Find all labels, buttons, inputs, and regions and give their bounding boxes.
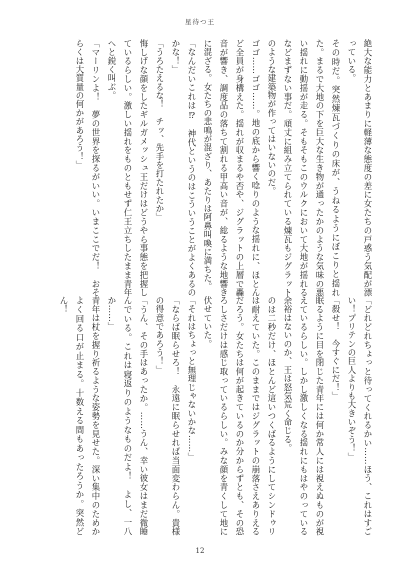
paragraph: 「それはちょっと無理じゃないかな……」 xyxy=(187,296,197,462)
paragraph: 「うん、その手はあったか。……うん、幸い彼女はまだ微睡んでいる。これは寝返りのようなものだよ！ よし、一八か……」 xyxy=(107,296,149,536)
paragraph: のは二秒だけ、ほとんど這いつくばるようにしてシンドゥリは耐えていた。このままではジグラットの崩落さえありえるだろう。女たちは何が起きているのか分からずとも、その恐ろしさだけは感じ取っているらしい。みな顔を青くして地に伏せていた。 xyxy=(203,296,277,536)
paragraph: 眠るように目を閉じた青年には何か常人には視えぬものが視えているらしい。しかし激しくなる揺れにもはやのっている余裕はないのか、王は怒気荒く命じる。 xyxy=(283,296,325,536)
paragraph: 「殺せ！ 今すぐにだ！」 xyxy=(331,296,341,401)
paragraph: 「ならば眠らせろ！ 永遠に眠らせれば当面変わらん。貴様の得意であろう！」 xyxy=(155,296,181,536)
paragraph: 「なんだいこれは⁉ 神代というのはこういうことがよくあるのかな！」 xyxy=(171,39,197,297)
running-title: 星待つ王 xyxy=(185,18,215,26)
paragraph: 「どれどれちょっと待ってくれるかい……ほう、これはすごい！プリテンの巨人よりも大きいぞう！」 xyxy=(347,296,373,536)
paragraph: 悔しげな顔をしたギルガメッシュ王だけはどうやら事態を把握しているらしい。激しい揺れをものともせず仁王立ちしたまま青年へと鋭く叫ぶ。 xyxy=(107,39,149,297)
page-number: 12 xyxy=(195,547,205,555)
lower-text-block xyxy=(24,296,376,536)
paragraph: ゴゴ……ゴゴ……。地の底から響く唸りのような揺れに、ほとんど全員が身構えた。揺れが収まるや否や、ジグラットの上層で轟音が響き、調度品の落ちて割れる甲高い音が、総るような地響きに混ざる。女たちの悲鳴が混ざり、あたりは阿鼻叫喚に満ちた。 xyxy=(203,39,261,297)
paragraph: 青年は杖を握り祈るような姿勢を見せた。深い集中のためかよく回る口が止まる。十数える間もあったろうか。突然どん！ xyxy=(59,296,101,536)
paragraph: その時だ。突然煉瓦づくりの床が、うねるようにぼこりと揺れた。まるで大地の下を巨大な生き物が通ったかのような気味の悪い揺れに動揺が走る。そもそもこのウルクにおいて大地が揺れるなどまずない事だ。頑丈に組み立てられている煉瓦もジグラットのような建築物が作ってはいないのだ。 xyxy=(267,39,341,297)
upper-text-block xyxy=(24,39,376,297)
paragraph: 絶大な能力とあまりに軽薄な態度の差に女たちの戸惑う気配が漂っている。 xyxy=(347,39,373,297)
paragraph: 「うろたえるな！ チッ、先手を打たれたか」 xyxy=(155,39,165,222)
paragraph: 「マーリンよ！ 夢の世界を探るがいい。いまここでだ！ おそらくは大質量の何かがあろう！」 xyxy=(75,39,101,297)
